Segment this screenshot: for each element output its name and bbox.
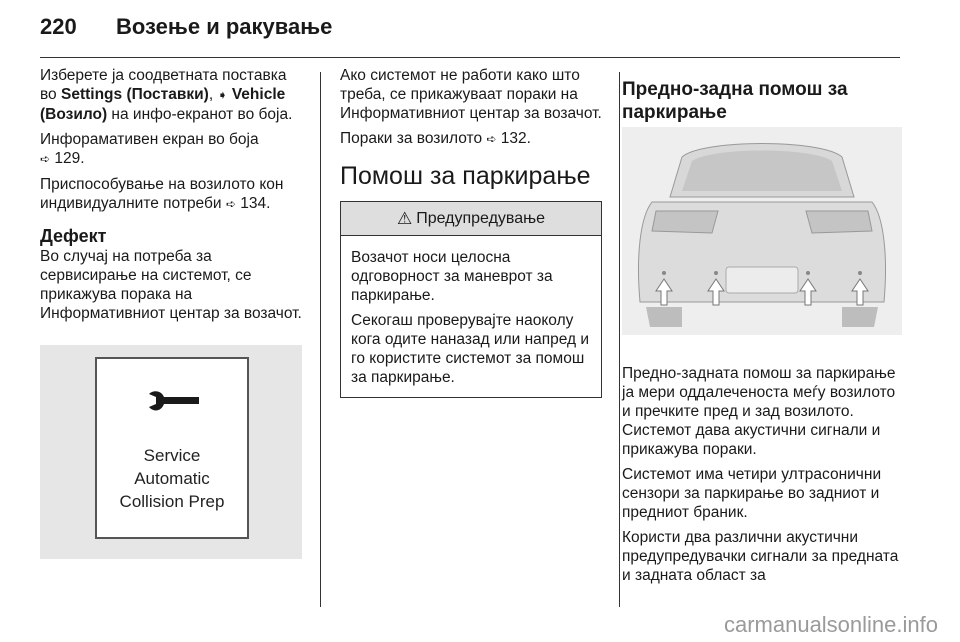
warning-triangle-icon: ⚠ [396,209,413,228]
info-display-reference: Инфорамативен екран во боја ➪ 129. [40,131,259,167]
page-reference-icon: ➪ [225,197,236,211]
wrench-icon [145,389,201,415]
page-reference-icon: ➪ [486,132,497,146]
warning-text-1: Возачот носи целосна одговорност за маневрот за паркирање. [351,249,553,304]
settings-paragraph: Изберете ја соодветната поставка во Settings (Поставки), ➧ Vehicle (Возило) на инфо-екранот во боја. [40,67,293,123]
defect-heading: Дефект [40,226,107,246]
column-1 [40,66,302,329]
header-rule [40,57,900,58]
display-line-collision-prep: Collision Prep [119,492,225,511]
warning-box [340,201,602,398]
vehicle-messages-reference: Пораки за возилото ➪ 132. [340,130,531,147]
car-rear-icon [622,127,902,335]
page-reference-icon: ➪ [40,152,51,166]
page-header-title: Возење и ракување [116,14,333,39]
vehicle-menu-label: Vehicle (Возило) [40,86,286,123]
column-divider-1 [320,72,321,607]
defect-text: Во случај на потреба за сервисирање на системот, се прикажува порака на Информативниот центар за возачот. [40,248,302,322]
sensors-description: Системот има четири ултрасонични сензори за паркирање во задниот и предниот браник. [622,466,882,521]
parking-assist-heading: Помош за паркирање [340,162,591,190]
personalization-reference: Приспособување на возилото кон индивидуалните потреби ➪ 134. [40,176,284,212]
front-rear-parking-assist-heading: Предно-задна помош за паркирање [622,79,848,123]
warning-body [341,236,601,397]
car-rear-illustration [622,127,902,335]
display-line-automatic: Automatic [134,469,210,488]
signals-description: Користи два различни акустични предупредувачки сигнали за предната и задната област за [622,529,899,584]
malfunction-text: Ако системот не работи како што треба, се прикажуваат пораки на Информативниот центар за возачот. [340,67,602,122]
driver-info-display [95,357,249,539]
page-number: 220 [40,14,77,39]
display-line-service: Service [143,446,201,465]
warning-text-2: Секогаш проверувајте наоколу кога одите наназад или напред и го користите системот за помош за паркирање. [351,312,590,386]
service-message-illustration [40,345,302,559]
settings-menu-label: Settings (Поставки) [61,86,209,103]
warning-header [341,202,601,236]
warning-title: Предупредување [416,210,546,227]
menu-arrow-icon: ➧ [217,88,228,102]
column-2 [340,66,602,398]
parking-assist-description: Предно-задната помош за паркирање ја мери оддалеченоста меѓу возилото и пречките пред и зад возилото. Системот дава акустични сигнали и прикажува пораки. [622,365,896,458]
column-divider-2 [619,72,620,607]
watermark: carmanualsonline.info [723,612,938,637]
